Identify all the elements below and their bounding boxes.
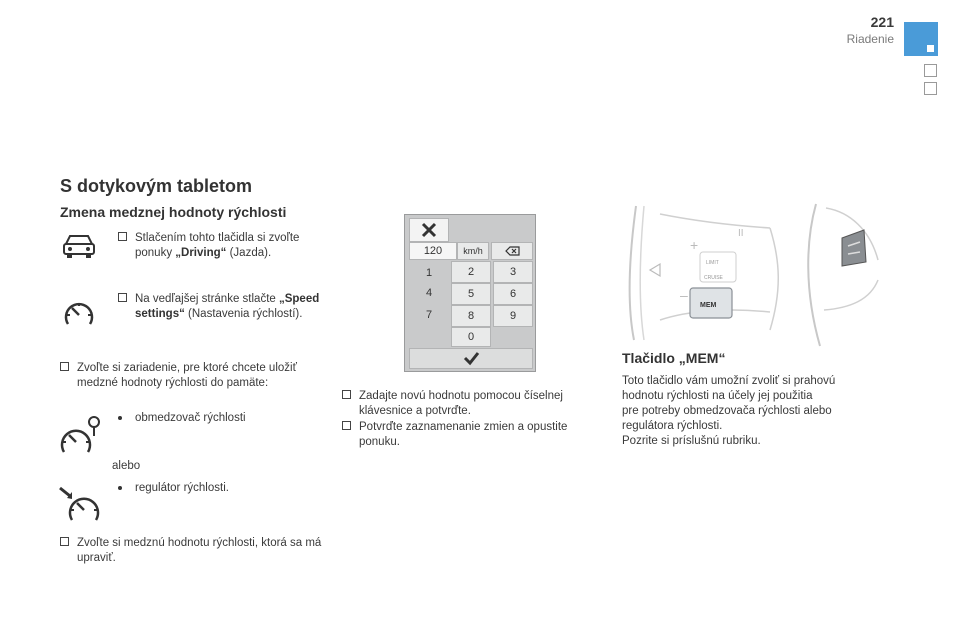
svg-text:II: II: [738, 228, 744, 239]
chapter-tab: [924, 82, 937, 95]
key-label: 3: [509, 266, 517, 278]
section-subtitle: Zmena medznej hodnoty rýchlosti: [60, 204, 287, 220]
tab-dot: [927, 45, 934, 52]
mem-description-line: Toto tlačidlo vám umožní zvoliť si prahovú: [622, 375, 836, 387]
step-select-driving: [118, 231, 335, 261]
backspace-icon: [492, 243, 532, 259]
key-label: 9: [509, 310, 517, 322]
step-text: (Jazda).: [226, 247, 272, 259]
step-text: Stlačením tohto tlačidla si zvoľte ponuky: [135, 232, 300, 259]
checkbox-icon: [60, 537, 69, 546]
step-text: Zadajte novú hodnotu pomocou číselnej klávesnice a potvrďte.: [359, 390, 563, 417]
bullet-text: regulátor rýchlosti.: [135, 482, 229, 494]
bullet-icon: [118, 416, 122, 420]
alebo-text: alebo: [112, 460, 141, 472]
mem-description-line: hodnotu rýchlosti na účely jej použitia: [622, 390, 813, 402]
bullet-text: obmedzovač rýchlosti: [135, 412, 246, 424]
backspace-button[interactable]: [491, 242, 533, 260]
checkbox-icon: [342, 421, 351, 430]
checkmark-icon: [410, 349, 532, 368]
limit-label: LIMIT: [706, 260, 719, 266]
bullet-cruise-control: [118, 481, 335, 496]
svg-text:+: +: [690, 237, 699, 253]
unit-text: km/h: [463, 246, 483, 256]
step-text: (Nastavenia rýchlostí).: [184, 308, 303, 320]
key-5[interactable]: [451, 283, 491, 305]
key-7[interactable]: [411, 305, 447, 325]
key-label: 0: [467, 331, 475, 343]
key-label: 5: [467, 288, 475, 300]
mem-description-line: pre potreby obmedzovača rýchlosti alebo: [622, 405, 832, 417]
key-label: 6: [509, 288, 517, 300]
mem-description-line: Pozrite si príslušnú rubriku.: [622, 435, 761, 447]
chapter-tab: [924, 64, 937, 77]
key-label: 7: [425, 309, 433, 321]
close-icon: [410, 219, 448, 241]
section-title: S dotykovým tabletom: [60, 176, 253, 196]
key-label: 1: [425, 267, 433, 279]
speed-limiter-icon: [58, 414, 104, 458]
mem-button-label: MEM: [700, 302, 717, 309]
key-8[interactable]: [451, 305, 491, 327]
chapter-tab-active: [904, 22, 938, 56]
mem-description: [622, 374, 882, 449]
checkbox-icon: [60, 362, 69, 371]
step-enter-value: [342, 389, 611, 419]
speedometer-icon: [62, 298, 96, 330]
step-text: Zvoľte si medznú hodnotu rýchlosti, ktorá sa má upraviť.: [77, 537, 322, 564]
speed-value-field: [409, 242, 457, 260]
checkbox-icon: [118, 293, 127, 302]
key-4[interactable]: [411, 283, 447, 303]
chapter-title: Riadenie: [846, 32, 894, 46]
confirm-button[interactable]: [409, 348, 533, 369]
mem-section-title: Tlačidlo „MEM“: [622, 350, 726, 366]
key-label: 8: [467, 310, 475, 322]
step-speed-settings: [118, 292, 335, 322]
checkbox-icon: [342, 390, 351, 399]
unit-label: [457, 242, 489, 260]
step-select-device: [60, 361, 339, 391]
step-text: Na vedľajšej stránke stlačte: [135, 293, 279, 305]
step-text: Zvoľte si zariadenie, pre ktoré chcete uložiť medzné hodnoty rýchlosti do pamäte:: [77, 362, 297, 389]
key-0[interactable]: [451, 327, 491, 347]
checkbox-icon: [118, 232, 127, 241]
key-3[interactable]: [493, 261, 533, 283]
car-dashboard-icon: [62, 232, 96, 260]
bullet-speed-limiter: [118, 411, 335, 426]
close-button[interactable]: [409, 218, 449, 242]
step-confirm-exit: [342, 420, 611, 450]
speed-value: 120: [423, 245, 443, 257]
cruise-control-icon: [58, 484, 104, 526]
key-2[interactable]: [451, 261, 491, 283]
steering-wheel-illustration: [620, 200, 882, 353]
menu-driving-label: „Driving“: [175, 247, 227, 259]
svg-text:–: –: [680, 287, 688, 303]
key-9[interactable]: [493, 305, 533, 327]
key-label: 4: [425, 287, 433, 299]
key-label: 2: [467, 266, 475, 278]
key-1[interactable]: [411, 263, 447, 283]
numeric-keypad-screen: [404, 214, 536, 372]
cruise-label: CRUISE: [704, 275, 723, 281]
step-text: Potvrďte zaznamenanie zmien a opustite ponuku.: [359, 421, 568, 448]
step-select-value: [60, 536, 339, 566]
menu-speed-settings-label: „Speed settings“: [135, 293, 320, 320]
mem-description-line: regulátora rýchlosti.: [622, 420, 723, 432]
key-6[interactable]: [493, 283, 533, 305]
page-number: 221: [870, 14, 894, 30]
bullet-icon: [118, 486, 122, 490]
